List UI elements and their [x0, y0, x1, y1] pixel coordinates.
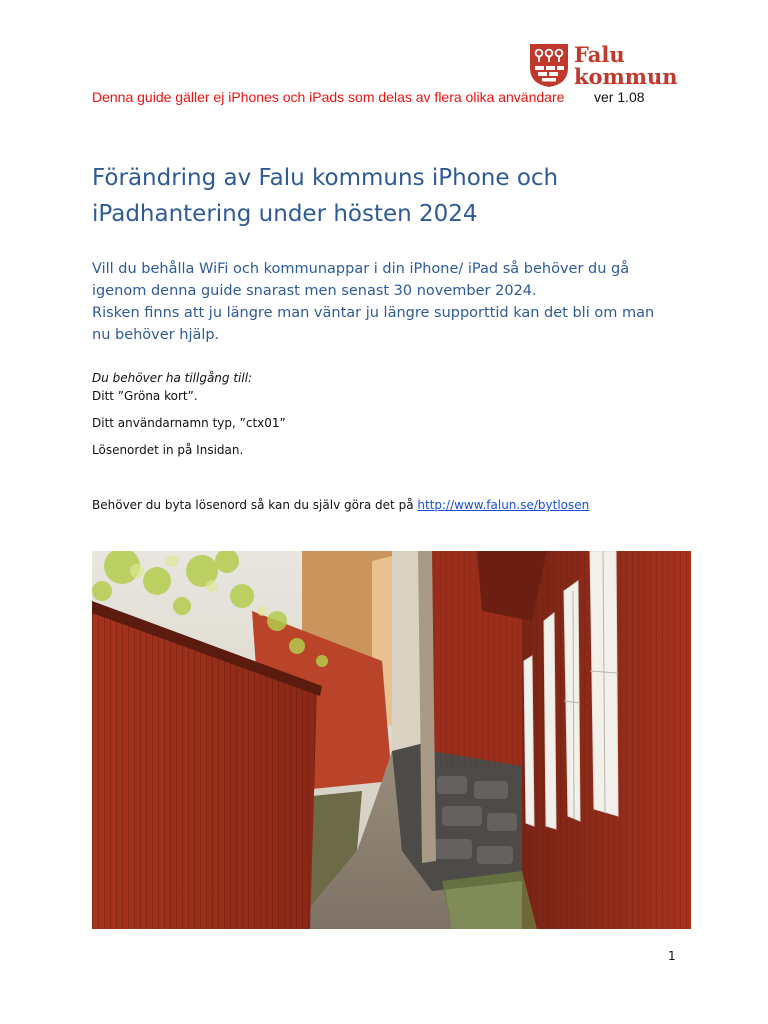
version-label: ver 1.08: [594, 89, 645, 105]
password-change-text: [92, 498, 589, 512]
coat-of-arms-icon: [528, 42, 570, 88]
requirements-heading: Du behöver ha tillgång till:: [92, 371, 253, 385]
intro-text: [92, 258, 672, 346]
intro-paragraph-2: Risken finns att ju längre man väntar ju längre supporttid kan det bli om man nu behöver hjälp.: [92, 305, 655, 343]
requirement-password: Lösenordet in på Insidan.: [92, 443, 244, 457]
password-change-link[interactable]: http://www.falun.se/bytlosen: [417, 498, 590, 512]
alley-photo-illustration: [92, 551, 691, 929]
page-number: 1: [668, 949, 676, 963]
requirement-username: Ditt användarnamn typ, ”ctx01”: [92, 416, 286, 430]
falu-kommun-logo: [528, 42, 678, 88]
shared-device-notice: Denna guide gäller ej iPhones och iPads som delas av flera olika användare: [92, 89, 565, 105]
requirement-green-card: Ditt ”Gröna kort”.: [92, 389, 198, 403]
logo-word-falu: Falu: [574, 42, 625, 67]
page-title: Förändring av Falu kommuns iPhone och iPadhantering under hösten 2024: [92, 165, 559, 227]
alley-photo: [92, 551, 691, 929]
logo-word-kommun: kommun: [574, 64, 678, 89]
intro-paragraph-1: Vill du behålla WiFi och kommunappar i din iPhone/ iPad så behöver du gå igenom denna guide snarast men senast 30 november 2024.: [92, 261, 630, 299]
password-change-sentence: Behöver du byta lösenord så kan du själv göra det på: [92, 498, 418, 512]
